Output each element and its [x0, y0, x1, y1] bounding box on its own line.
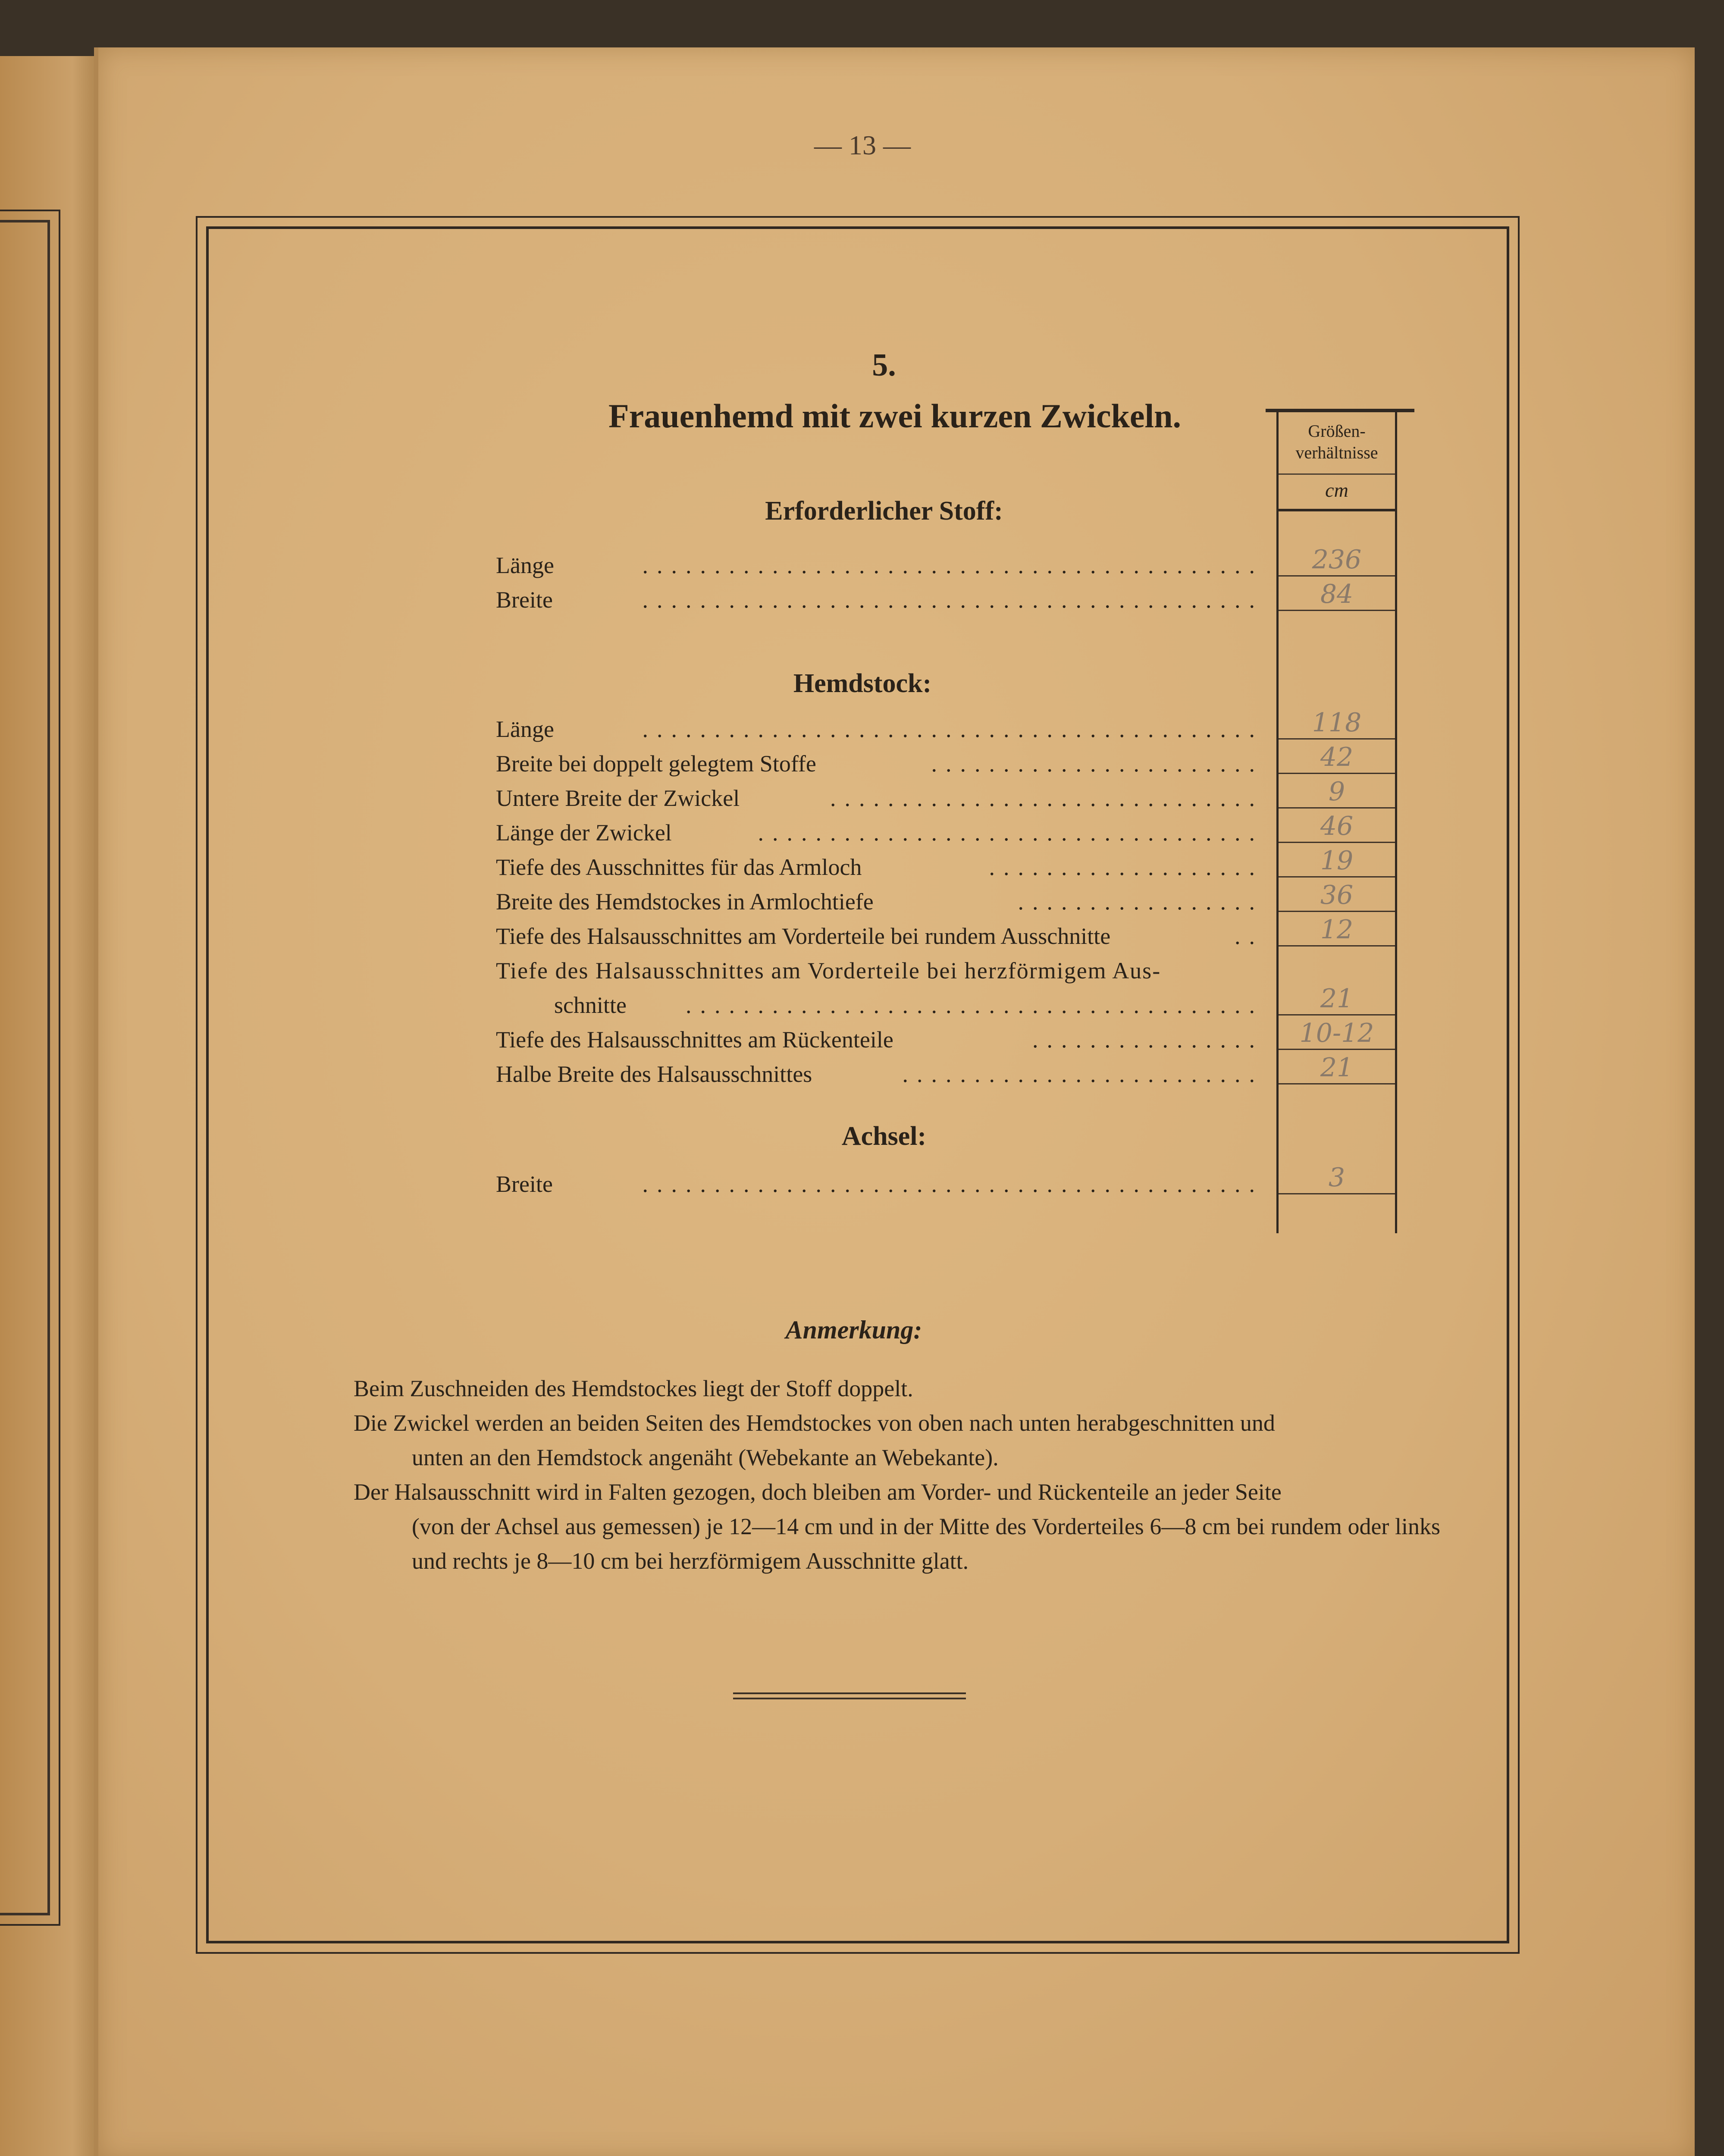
row-hemdstock: [496, 921, 1263, 952]
column-header-divider: [1279, 473, 1395, 475]
row-label: Breite: [496, 587, 553, 613]
row-hemdstock: [496, 817, 1263, 848]
value-hemdstock-breite: 42: [1279, 742, 1395, 774]
note-paragraph-continuation: (von der Achsel aus gemessen) je 12—14 cm und in der Mitte des Vorderteiles 6—8 cm bei rundem oder links und rechts je 8—10 cm bei herzförmigem Ausschnitte glatt.: [412, 1514, 1440, 1574]
section-title: Frauenhemd mit zwei kurzen Zwickeln.: [608, 397, 1182, 435]
note-paragraph-1: [354, 1371, 1440, 1406]
left-page-frame: [0, 220, 50, 1915]
column-header-bottom-rule: [1279, 509, 1395, 511]
note-paragraph-first-line: Beim Zuschneiden des Hemdstockes liegt der Stoff doppelt.: [354, 1376, 913, 1401]
row-label: Tiefe des Halsausschnittes am Rückenteile: [496, 1027, 893, 1053]
heading-achsel: Achsel:: [841, 1122, 927, 1151]
row-label-continuation: schnitte: [554, 992, 627, 1018]
value-stoff-breite: 84: [1279, 579, 1395, 611]
value-hemdstock-laenge: 118: [1279, 707, 1395, 740]
value-zwickel-laenge: 46: [1279, 811, 1395, 843]
value-achsel-breite: 3: [1279, 1162, 1395, 1194]
end-rule-bottom: [733, 1698, 966, 1699]
value-hals-ruecken: 10-12: [1279, 1018, 1395, 1050]
column-header-line2: verhältnisse: [1295, 443, 1378, 462]
row-hemdstock: [496, 714, 1263, 745]
leader-dots: ................: [1032, 1027, 1263, 1053]
row-hemdstock: [496, 748, 1263, 779]
row-label: Tiefe des Halsausschnittes am Vorderteile bei herzförmigem Aus-: [496, 958, 1161, 984]
row-hemdstock: [496, 886, 1263, 917]
row-label: Tiefe des Halsausschnittes am Vorderteile bei rundem Ausschnitte: [496, 923, 1111, 949]
end-rule-top: [733, 1692, 966, 1694]
left-page-edge: [0, 56, 103, 2156]
row-label: Breite bei doppelt gelegtem Stoffe: [496, 751, 816, 777]
leader-dots: ........................................: [686, 992, 1263, 1018]
value-stoff-laenge: 236: [1279, 544, 1395, 577]
value-armloch-tiefe: 19: [1279, 845, 1395, 877]
value-hals-breite: 21: [1279, 1052, 1395, 1084]
row-hemdstock: [496, 852, 1263, 883]
row-hemdstock: [496, 1059, 1263, 1090]
value-zwickel-breite: 9: [1279, 776, 1395, 808]
row-hemdstock-continuation: [496, 990, 1263, 1021]
row-achsel-breite: [496, 1169, 1263, 1200]
leader-dots: ...........................................: [642, 552, 1263, 578]
leader-dots: ...........................................: [642, 716, 1263, 742]
leader-dots: ...................................: [758, 820, 1263, 846]
leader-dots: .......................: [931, 751, 1263, 777]
heading-hemdstock: Hemdstock:: [793, 669, 932, 698]
note-paragraph-3: [354, 1475, 1440, 1578]
value-hals-herz: 21: [1279, 983, 1395, 1015]
column-header: [1276, 420, 1397, 464]
leader-dots: ..............................: [830, 785, 1263, 811]
note-title: Anmerkung:: [785, 1316, 922, 1344]
page-number: — 13 —: [814, 130, 911, 160]
leader-dots: .........................: [902, 1061, 1263, 1087]
note-paragraph-continuation: unten an den Hemdstock angenäht (Webekante an Webekante).: [412, 1445, 999, 1470]
value-armloch-breite: 36: [1279, 880, 1395, 912]
row-stoff-breite: [496, 584, 1263, 615]
row-label: Untere Breite der Zwickel: [496, 785, 740, 811]
note-paragraph-first-line: Die Zwickel werden an beiden Seiten des Hemdstockes von oben nach unten herabgeschnitten und: [354, 1410, 1275, 1436]
row-label: Länge der Zwickel: [496, 820, 672, 846]
section-number: 5.: [872, 348, 896, 383]
row-label: Länge: [496, 716, 554, 742]
leader-dots: .................: [1018, 889, 1263, 915]
row-hemdstock: [496, 1024, 1263, 1055]
leader-dots: ...................: [989, 854, 1263, 880]
row-label: Tiefe des Ausschnittes für das Armloch: [496, 854, 862, 880]
heading-erforderlicher-stoff: Erforderlicher Stoff:: [765, 496, 1003, 526]
column-header-line1: Größen-: [1308, 421, 1366, 441]
note-paragraph-first-line: Der Halsausschnitt wird in Falten gezogen, doch bleiben am Vorder- und Rückenteile an jeder Seite: [354, 1479, 1282, 1505]
row-label: Breite: [496, 1171, 553, 1197]
row-label: Breite des Hemdstockes in Armlochtiefe: [496, 889, 874, 915]
column-right-line: [1395, 412, 1397, 1233]
row-hemdstock: [496, 783, 1263, 814]
leader-dots: ...........................................: [642, 587, 1263, 613]
value-hals-rund: 12: [1279, 914, 1395, 946]
row-label: Halbe Breite des Halsausschnittes: [496, 1061, 812, 1087]
row-stoff-laenge: [496, 550, 1263, 581]
leader-dots: ..: [1235, 923, 1263, 949]
column-unit: cm: [1325, 479, 1348, 501]
column-top-rule: [1266, 409, 1414, 412]
row-hemdstock: [496, 955, 1263, 986]
row-label: Länge: [496, 552, 554, 578]
note-paragraph-2: [354, 1406, 1440, 1475]
leader-dots: ...........................................: [642, 1171, 1263, 1197]
